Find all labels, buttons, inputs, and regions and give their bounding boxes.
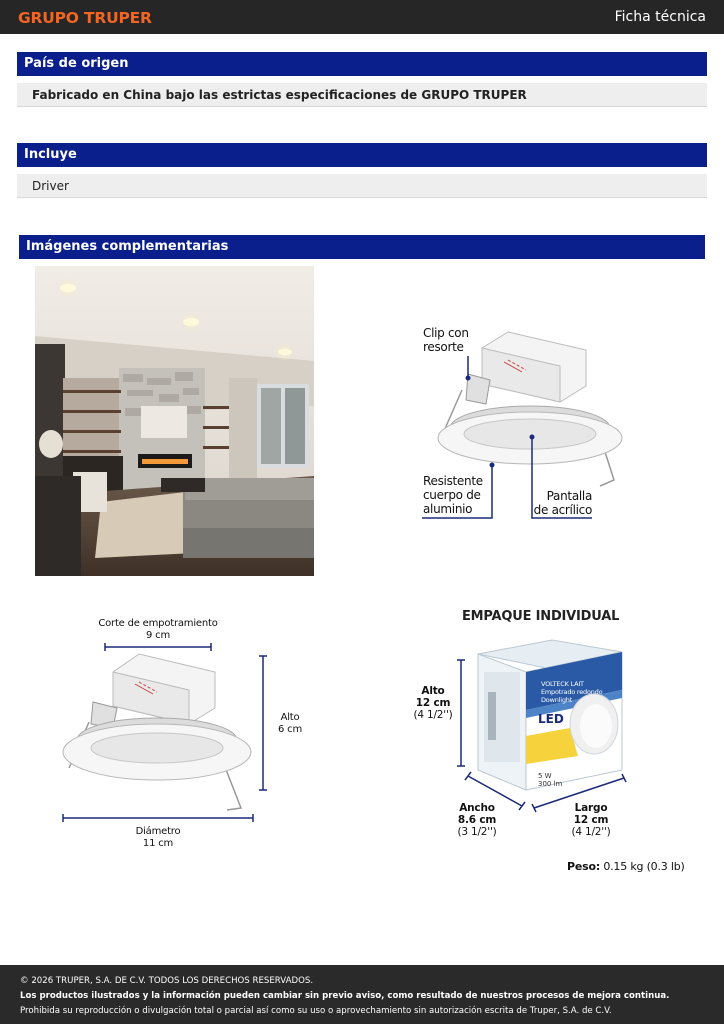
diameter-label: Diámetro (135, 826, 181, 837)
package-length-value: 12 cm (573, 814, 609, 826)
box-brand: VOLTECK LAIT (541, 680, 584, 688)
clip-label-line2: resorte (423, 340, 464, 354)
footer-notice: Los productos ilustrados y la información pueden cambiar sin previo aviso, como resultado de nuestros procesos de mejora continua. (20, 991, 670, 1001)
box-product: Empotrado redondo (541, 688, 603, 696)
body-label-line1: Resistente (423, 474, 483, 488)
height-value: 6 cm (278, 724, 302, 735)
header-bar (0, 0, 724, 34)
includes-heading: Incluye (17, 143, 707, 167)
truper-logo: GRUPO TRUPER (18, 9, 152, 27)
package-length-label: Largo (574, 802, 608, 814)
screen-label-line2: de acrílico (533, 503, 592, 517)
living-room-photo (35, 266, 314, 576)
package-width-inches: (3 1/2'') (457, 826, 497, 838)
footer-copyright: © 2026 TRUPER, S.A. DE C.V. TODOS LOS DERECHOS RESERVADOS. (20, 976, 314, 986)
weight-label: Peso: (567, 860, 601, 873)
package-height-label: Alto (421, 685, 445, 697)
body-label-line2: cuerpo de (423, 488, 481, 502)
package-width-value: 8.6 cm (457, 814, 497, 826)
package-width-label: Ancho (459, 802, 495, 814)
footer-legal: Prohibida su reproducción o divulgación total o parcial así como su uso o aprovechamiento sin autorización escrita de Truper, S.A. de C.V. (20, 1006, 612, 1016)
box-type: Downlight (541, 696, 573, 704)
package-height-inches: (4 1/2'') (413, 709, 453, 721)
package-weight (567, 860, 685, 873)
origin-text: Fabricado en China bajo las estrictas especificaciones de GRUPO TRUPER (17, 83, 707, 107)
package-dimensions-diagram (410, 632, 660, 847)
package-length-inches: (4 1/2'') (571, 826, 611, 838)
screen-label-line1: Pantalla (546, 489, 592, 503)
package-height-value: 12 cm (415, 697, 451, 709)
box-lumen: 300 lm (538, 780, 563, 788)
box-watt: 5 W (538, 772, 552, 780)
cut-value: 9 cm (146, 630, 170, 641)
cut-label: Corte de empotramiento (98, 618, 218, 629)
weight-value: 0.15 kg (0.3 lb) (603, 860, 685, 873)
footer (0, 965, 724, 1024)
clip-label-line1: Clip con (423, 326, 469, 340)
images-heading: Imágenes complementarias (19, 235, 705, 259)
body-label-line3: aluminio (423, 502, 473, 516)
downlight-dimensions-diagram (55, 612, 315, 857)
diameter-value: 11 cm (142, 838, 174, 849)
package-heading: EMPAQUE INDIVIDUAL (462, 609, 620, 624)
page-title: Ficha técnica (614, 9, 706, 25)
includes-text: Driver (17, 174, 707, 198)
origin-heading: País de origen (17, 52, 707, 76)
box-led-label: LED (538, 712, 564, 726)
height-label: Alto (280, 712, 300, 723)
downlight-features-diagram (400, 320, 650, 530)
